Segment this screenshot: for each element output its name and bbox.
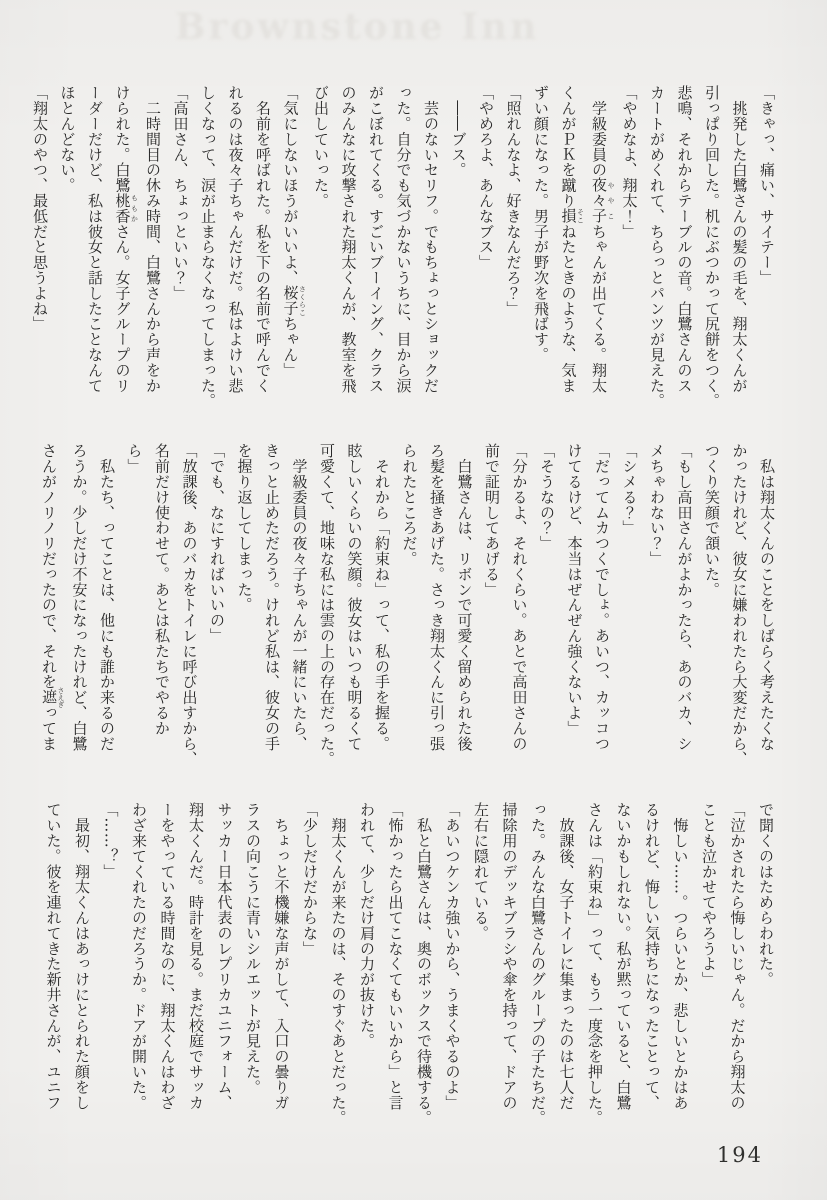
text-column: 「やめなよ、翔太！」 <box>620 85 639 239</box>
text-column: 「翔太のやつ、最低だと思うよね」 <box>31 85 49 332</box>
text-column: ら」 <box>125 443 144 474</box>
text-column: 「やめろよ、あんなブス」 <box>477 85 495 270</box>
text-column: しくなって、涙が止まらなくなってしまった。 <box>199 85 217 409</box>
text-column: 私は翔太くんのことをしばらく考えたくな <box>758 443 776 751</box>
text-column: 放課後、女子トイレに集まったのは七人だ <box>557 802 576 1110</box>
text-column: ていた。彼を連れてきた新井さんが、ユニフ <box>44 802 63 1110</box>
text-column: った。みんな白鷺さんのグループの子たちだ。 <box>529 802 547 1126</box>
text-column: ろ髪を掻きあげた。さっき翔太くんに引っ張 <box>428 443 446 751</box>
text-column: 「分かるよ、それくらい。あとで高田さんの <box>510 443 529 751</box>
text-column: ことも泣かせてやろうよ」 <box>700 802 718 987</box>
text-column: 私たち、ってことは、他にも誰か来るのだ <box>98 443 116 751</box>
text-column: ないかもしれない。私が黙っていると、白鷺 <box>614 802 633 1110</box>
text-column: 「怖かったら出てこなくてもいいから」と言 <box>386 802 405 1110</box>
text-column: び出していった。 <box>312 85 330 209</box>
text-column: がこぼれてくる。すごいブーイング、クラス <box>367 85 385 393</box>
text-column: 眩しいくらいの笑顔。彼女はいつも明るくて <box>345 443 364 751</box>
text-column: 悔しい……。つらいとか、悲しいとかはあ <box>671 802 690 1110</box>
text-column: それから「約束ね」って、私の手を握る。 <box>373 443 391 751</box>
text-column: ラスの向こうに青いシルエットが見えた。 <box>244 802 262 1095</box>
text-column: 掃除用のデッキブラシや傘を持って、ドアの <box>500 802 519 1110</box>
text-column: れるのは夜々子ちゃんだけだ。私はよけい悲 <box>226 85 245 393</box>
text-column: 白鷺さんは、リボンで可愛く留められた後 <box>455 443 474 751</box>
text-column: ほとんどない。 <box>58 85 77 193</box>
text-column: 「……？」 <box>101 802 120 879</box>
text-column: けられた。白鷺桃香 ももかさん。女子グループのリ <box>113 85 139 394</box>
text-column: 「もし高田さんがよかったら、あのバカ、シ <box>675 443 694 751</box>
text-column: 引っぱり回した。机にぶつかって尻餅をつく。 <box>703 85 721 409</box>
text-column: 名前を呼ばれた。私を下の名前で呼んでく <box>254 85 272 393</box>
text-column: きっと止めただろう。けれど私は、彼女の手 <box>263 443 281 751</box>
text-column: るけれど、悔しい気持ちになったことって、 <box>643 802 661 1110</box>
text-column: 「放課後、あのバカをトイレに呼び出すから、 <box>180 443 199 767</box>
text-column: 学級委員の夜々子ちゃんが一緒にいたら、 <box>290 443 309 751</box>
text-column: を握り返してしまった。 <box>235 443 254 613</box>
text-column: サッカー日本代表のレプリカユニフォーム、 <box>215 802 234 1110</box>
text-column: で聞くのはためらわれた。 <box>757 802 775 987</box>
text-column: 「気にしないほうがいいよ、桜子 さくらこちゃん」 <box>281 85 307 378</box>
text-column: のみんなに攻撃された翔太くんが、教室を飛 <box>339 85 358 393</box>
text-column: けてるけど、本当はぜんぜん強くないよ」 <box>565 443 584 736</box>
text-column: 前で証明してあげる」 <box>483 443 501 597</box>
text-column: 翔太くんだ。時計を見る。まだ校庭でサッカ <box>187 802 205 1110</box>
text-column: 名前だけ使わせて。あとは私たちでやるか <box>153 443 171 736</box>
text-column: ずい顔になった。男子が野次を飛ばす。 <box>532 85 550 363</box>
text-column: 「泣かされたら悔しいじゃん。だから翔太の <box>728 802 747 1110</box>
text-column: られたところだ。 <box>400 443 419 567</box>
text-column: った。自分でも気づかないうちに、目から涙 <box>394 85 413 393</box>
page-number: 194 <box>716 1143 763 1167</box>
text-column: 「少しだけだからな」 <box>301 802 319 956</box>
text-column: ーダーだけど、私は彼女と話したことなんて <box>86 85 104 393</box>
text-column: 可愛くて、地味な私には雲の上の存在だった。 <box>318 443 336 767</box>
text-column: ――ブス。 <box>449 85 468 178</box>
text-column: 「きゃっ、痛い、サイテー」 <box>758 85 776 286</box>
text-column: 「そうなの？」 <box>538 443 556 551</box>
text-column: 「あいつケンカ強いから、うまくやるのよ」 <box>443 802 462 1110</box>
text-column: ーをやっている時間なのに、翔太くんはわざ <box>158 802 177 1110</box>
text-column: くんがＰＫを蹴り損 そこねたときのような、気ま <box>559 85 585 394</box>
text-column: 「でも、なにすればいいの」 <box>208 443 226 644</box>
text-column: つくり笑顔で頷いた。 <box>703 443 721 597</box>
text-column: 最初、翔太くんはあっけにとられた顔をし <box>73 802 91 1110</box>
text-column: メちゃわない？」 <box>648 443 666 567</box>
text-column: 「シメる？」 <box>620 443 639 536</box>
text-column: 二時間目の休み時間、白鷺さんから声をか <box>144 85 162 393</box>
text-column: 私と白鷺さんは、奥のボックスで待機する。 <box>415 802 433 1126</box>
text-column: 「高田さん、ちょっといい？」 <box>171 85 190 301</box>
text-column: 芸のないセリフ。でもちょっとショックだ <box>422 85 440 393</box>
text-band-bottom <box>39 802 780 1154</box>
text-column: さんがノリノリだったので、それを遮 さえぎってま <box>40 443 65 752</box>
text-column: わざ来てくれたのだろうか。ドアが開いた。 <box>130 802 148 1110</box>
text-column: ちょっと不機嫌な声がして、入口の曇りガ <box>272 802 291 1110</box>
text-column: 「だってムカつくでしょ。あいつ、カッコつ <box>593 443 611 751</box>
text-column: かったけれど、彼女に嫌われたら大変だから、 <box>730 443 749 767</box>
text-column: 学級委員の夜々子 ややこちゃんが出てくる。翔太 <box>590 85 615 394</box>
text-column: さんは「約束ね」って、もう一度念を押した。 <box>586 802 604 1126</box>
text-column: 「照れんなよ、好きなんだろ？」 <box>504 85 523 316</box>
text-band-middle <box>35 443 781 795</box>
text-column: 翔太くんが来たのは、そのすぐあとだった。 <box>329 802 348 1126</box>
text-column: 左右に隠れている。 <box>472 802 490 941</box>
text-column: われて、少しだけ肩の力が抜けた。 <box>358 802 376 1049</box>
show-through-watermark: Brownstone Inn <box>175 6 540 48</box>
text-column: カートがめくれて、ちらっとパンツが見えた。 <box>648 85 666 409</box>
text-column: 悲鳴、それからテーブルの音。白鷺さんのス <box>675 85 694 393</box>
text-column: ろうか。少しだけ不安になったけれど、白鷺 <box>70 443 89 751</box>
text-column: 挑発した白鷺さんの髪の毛を、翔太くんが <box>730 85 749 393</box>
text-band-top <box>26 85 781 437</box>
